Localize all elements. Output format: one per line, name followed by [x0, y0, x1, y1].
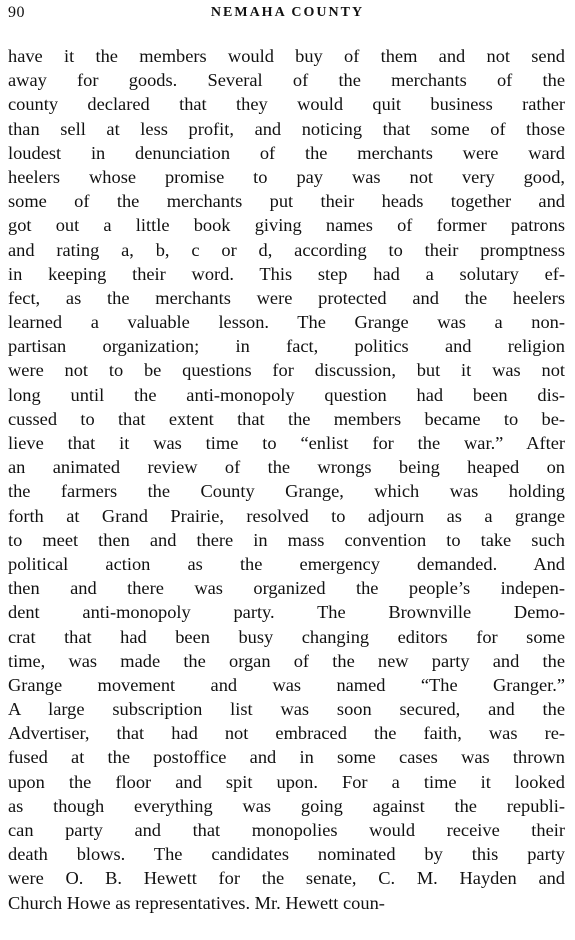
text-line: the farmers the County Grange, which was holding — [8, 481, 565, 502]
text-line: learned a valuable lesson. The Grange was a non- — [8, 312, 565, 333]
text-line: lieve that it was time to “enlist for the war.” After — [8, 433, 565, 453]
text-line: as though everything was going against the republi- — [8, 795, 565, 816]
text-line: death blows. The candidates nominated by this party — [8, 844, 565, 865]
text-line: and rating a, b, c or d, according to their promptness — [8, 239, 565, 260]
text-line: Church Howe as representatives. Mr. Hewett coun- — [8, 892, 385, 913]
text-line: political action as the emergency demanded. And — [8, 553, 565, 574]
text-line: partisan organization; in fact, politics and religion — [8, 336, 565, 357]
text-line: some of the merchants put their heads together and — [8, 191, 565, 212]
text-line: crat that had been busy changing editors for some — [8, 626, 565, 647]
text-line: time, was made the organ of the new party and the — [8, 650, 565, 671]
text-line: were O. B. Hewett for the senate, C. M. Hayden and — [8, 868, 565, 889]
body-text — [8, 44, 565, 915]
text-line: heelers whose promise to pay was not very good, — [8, 166, 565, 187]
text-line: than sell at less profit, and noticing that some of those — [8, 118, 565, 139]
text-line: forth at Grand Prairie, resolved to adjourn as a grange — [8, 505, 565, 526]
text-line: upon the floor and spit upon. For a time it looked — [8, 771, 565, 792]
text-line: dent anti-monopoly party. The Brownville Demo- — [8, 602, 565, 623]
page-number: 90 — [8, 4, 25, 21]
text-line: fused at the postoffice and in some cases was thrown — [8, 747, 565, 768]
text-line: can party and that monopolies would receive their — [8, 820, 565, 840]
text-line: cussed to that extent that the members became to be- — [8, 408, 565, 429]
text-line: long until the anti-monopoly question had been dis- — [8, 384, 565, 405]
text-line: away for goods. Several of the merchants of the — [8, 70, 565, 91]
text-line: got out a little book giving names of former patrons — [8, 215, 565, 236]
text-line: loudest in denunciation of the merchants were ward — [8, 142, 565, 163]
text-line: have it the members would buy of them and not send — [8, 46, 565, 66]
text-line: to meet then and there in mass convention to take such — [8, 529, 565, 550]
text-line: Grange movement and was named “The Granger.” — [8, 674, 565, 695]
text-line: were not to be questions for discussion, but it was not — [8, 360, 565, 381]
text-line: fect, as the merchants were protected and the heelers — [8, 287, 565, 308]
text-line: Advertiser, that had not embraced the faith, was re- — [8, 723, 565, 744]
running-head: NEMAHA COUNTY — [210, 5, 365, 20]
text-line: A large subscription list was soon secured, and the — [8, 699, 565, 720]
text-line: county declared that they would quit business rather — [8, 94, 565, 115]
text-line: then and there was organized the people’s indepen- — [8, 578, 565, 599]
text-line: in keeping their word. This step had a solutary ef- — [8, 263, 565, 284]
page-header — [8, 4, 567, 24]
text-line: an animated review of the wrongs being heaped on — [8, 457, 565, 478]
